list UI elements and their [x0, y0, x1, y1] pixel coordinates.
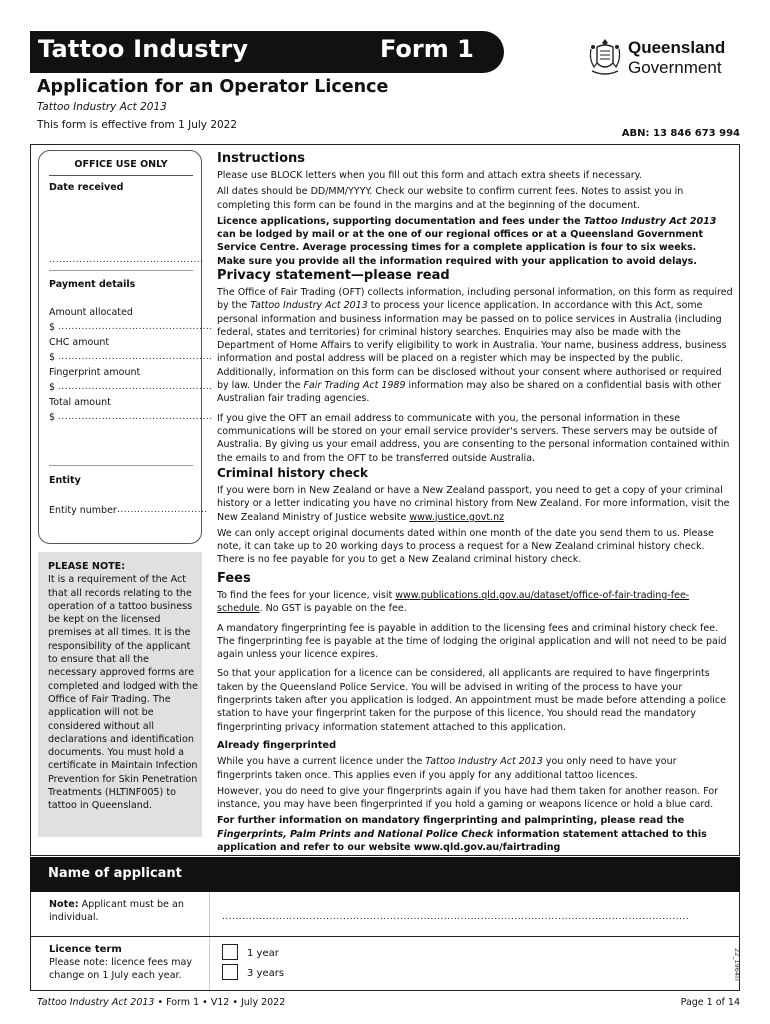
amount-allocated-field[interactable]: .............................................. — [58, 322, 213, 332]
application-title: Application for an Operator Licence — [37, 77, 389, 97]
please-note-body: It is a requirement of the Act that all records relating to the operation of a tattoo business be kept on the licensed premises at all times. It is the responsibility of the applicant to ensure that all the necessary approved forms are completed and lodged with the Office of Fair Trading. The application will not be considered without all declarations and identification documents. You must hold a certificate in Maintain Infection Prevention for Skin Penetration Treatments (HLTINF005) to tattoo in Queensland. — [48, 574, 198, 812]
abn: ABN: 13 846 673 994 — [621, 128, 740, 139]
dollar-sign: $ — [49, 382, 56, 393]
criminal-history-section — [217, 465, 733, 567]
please-note-text — [48, 560, 198, 813]
total-amount-label: Total amount — [49, 397, 111, 408]
fees-p3: So that your application for a licence can be considered, all applicants are required to have fingerprints taken by the Queensland Police Service. You will be advised in writing of the process to have your fingerprints taken after you application is lodged. An appointment must be made before attending a police station to have your fingerprint taken for the purpose of this licence. You should read the mandatory fingerprinting privacy information statement attached to this application. — [217, 668, 726, 733]
fees-p4: While you have a current licence under the Tattoo Industry Act 2013 you only need to have your fingerprints taken once. This applies even if you apply for any additional tattoo licences. — [217, 756, 677, 781]
justice-link[interactable]: www.justice.govt.nz — [409, 511, 505, 523]
divider — [49, 270, 193, 271]
office-use-box — [38, 150, 213, 544]
fees-p1: To find the fees for your licence, visit www.publications.qld.gov.au/dataset/office-of-fair-trading-fee-schedule. No GST is payable on the fee. — [217, 590, 690, 615]
instructions-p3: Licence applications, supporting documentation and fees under the Tattoo Industry Act 2013 can be lodged by mail or at the one of our regional offices or at a Queensland Government Service Centre. Average processing times for a complete application is four to six weeks. — [217, 215, 717, 254]
applicant-name-field[interactable]: ........................................................................................................................................... — [222, 912, 690, 922]
instructions-heading: Instructions — [217, 151, 306, 166]
one-year-label: 1 year — [247, 948, 279, 959]
licence-term-label-group — [49, 943, 209, 982]
please-note-heading: PLEASE NOTE: — [48, 561, 126, 572]
form-code: 22_1964IT — [733, 948, 741, 982]
instructions-section — [217, 151, 733, 268]
licence-term-label: Licence term — [49, 944, 122, 955]
logo-line-2: Government — [628, 58, 722, 77]
divider — [209, 892, 210, 936]
footer-form-info: Tattoo Industry Act 2013 • Form 1 • V12 • July 2022 — [37, 997, 286, 1008]
three-year-label: 3 years — [247, 968, 285, 979]
fingerprint-amount-label: Fingerprint amount — [49, 367, 141, 378]
queensland-government-logo — [588, 37, 748, 81]
name-of-applicant-heading: Name of applicant — [30, 857, 740, 892]
page-number: Page 1 of 14 — [680, 997, 740, 1008]
chc-amount-label: CHC amount — [49, 337, 110, 348]
instructions-p4: Make sure you provide all the information required with your application to avoid delays. — [217, 255, 697, 267]
instructions-p2: All dates should be DD/MM/YYYY. Check our website to confirm current fees. Notes to assist you in completing this form can be found in the margins and at the beginning of the document. — [217, 186, 684, 211]
office-use-heading: OFFICE USE ONLY — [49, 159, 193, 176]
logo-line-1: Queensland — [628, 38, 726, 57]
privacy-p2: If you give the OFT an email address to communicate with you, the personal information in these communications will be stored on your email service provider's servers. These servers may be outside of Australia. By giving us your email address, you are consenting to the personal information contained within the emails to and from the OFT to be transferred outside Australia. — [217, 412, 730, 464]
instructions-p1: Please use BLOCK letters when you fill out this form and attach extra sheets if necessary. — [217, 170, 642, 181]
criminal-p1: If you were born in New Zealand or have a New Zealand passport, you need to get a copy of your criminal history or a letter indicating you have no criminal history from New Zealand. For more information, visit the New Zealand Ministry of Justice website www.justice.govt.nz — [217, 485, 730, 523]
privacy-section — [217, 268, 733, 465]
fees-p2: A mandatory fingerprinting fee is payable in addition to the licensing fees and criminal history check fee. The fingerprinting fee is payable at the time of lodging the original application and will not need to be paid again unless your licence expires. — [217, 622, 727, 661]
privacy-heading: Privacy statement—please read — [217, 268, 450, 283]
please-note-box — [38, 552, 202, 837]
privacy-p1: The Office of Fair Trading (OFT) collects information, including personal information, on this form as required by the Tattoo Industry Act 2013 to process your licence application. In accordance with this Act, some personal information and business information may be passed on to police services in Australia (including federal, states and territories) for criminal history searches. Enquiries may also be made with the Department of Home Affairs to verify eligibility to work in Australia. Your name, business address, business information and postal address will be placed on a register which may be inspected by the public. Additionally, information on this form can be disclosed without your consent where authorised or required by law. Under the Fair Trading Act 1989 information may also be shared on a confidential basis with other Australian fair trading agencies. — [217, 287, 733, 405]
fee-schedule-link[interactable]: www.publications.qld.gov.au/dataset/office-of-fair-trading-fee-schedule — [217, 590, 690, 615]
criminal-history-heading: Criminal history check — [217, 466, 368, 480]
form-title: Tattoo Industry — [38, 35, 249, 63]
amount-allocated-label: Amount allocated — [49, 307, 133, 318]
date-received-field[interactable]: .............................................. — [49, 255, 204, 265]
dollar-sign: $ — [49, 412, 56, 423]
one-year-checkbox[interactable] — [222, 944, 238, 960]
queensland-crest-icon — [588, 37, 622, 79]
fees-section — [217, 571, 733, 854]
form-number: Form 1 — [380, 35, 474, 63]
fingerprint-amount-field[interactable]: .............................................. — [58, 382, 213, 392]
licence-term-row — [30, 937, 740, 991]
entity-number-field[interactable]: ........................... — [117, 505, 208, 515]
dollar-sign: $ — [49, 352, 56, 363]
date-received-label: Date received — [49, 182, 124, 193]
licence-term-note: Please note: licence fees may change on 1 July each year. — [49, 957, 193, 981]
applicant-note: Note: Applicant must be an individual. — [49, 899, 184, 923]
fees-p6: For further information on mandatory fingerprinting and palmprinting, please read the Fingerprints, Palm Prints and National Police Check information statement attached to this application and refer to our website www.qld.gov.au/fairtrading — [217, 815, 707, 854]
criminal-p2: We can only accept original documents dated within one month of the date you send them to us. Please note, it can take up to 20 working days to process a request for a New Zealand criminal history check. There is no fee payable for you to get a New Zealand criminal history check. — [217, 527, 714, 566]
entity-number-label: Entity number — [49, 505, 117, 516]
payment-details-label: Payment details — [49, 279, 136, 290]
divider — [49, 465, 193, 466]
chc-amount-field[interactable]: .............................................. — [58, 352, 213, 362]
effective-date: This form is effective from 1 July 2022 — [37, 119, 238, 131]
act-name: Tattoo Industry Act 2013 — [37, 101, 167, 113]
fees-heading: Fees — [217, 571, 251, 586]
three-year-checkbox[interactable] — [222, 964, 238, 980]
divider — [209, 937, 210, 990]
already-fingerprinted-heading: Already fingerprinted — [217, 739, 337, 751]
entity-label: Entity — [49, 475, 81, 486]
total-amount-field[interactable]: .............................................. — [58, 412, 213, 422]
form-title-bar — [30, 31, 504, 73]
dollar-sign: $ — [49, 322, 56, 333]
fees-p5: However, you do need to give your fingerprints again if you have had them taken for another reason. For instance, you may have been fingerprinted if you hold a gaming or weapons licence or hold a blue card. — [217, 785, 719, 811]
